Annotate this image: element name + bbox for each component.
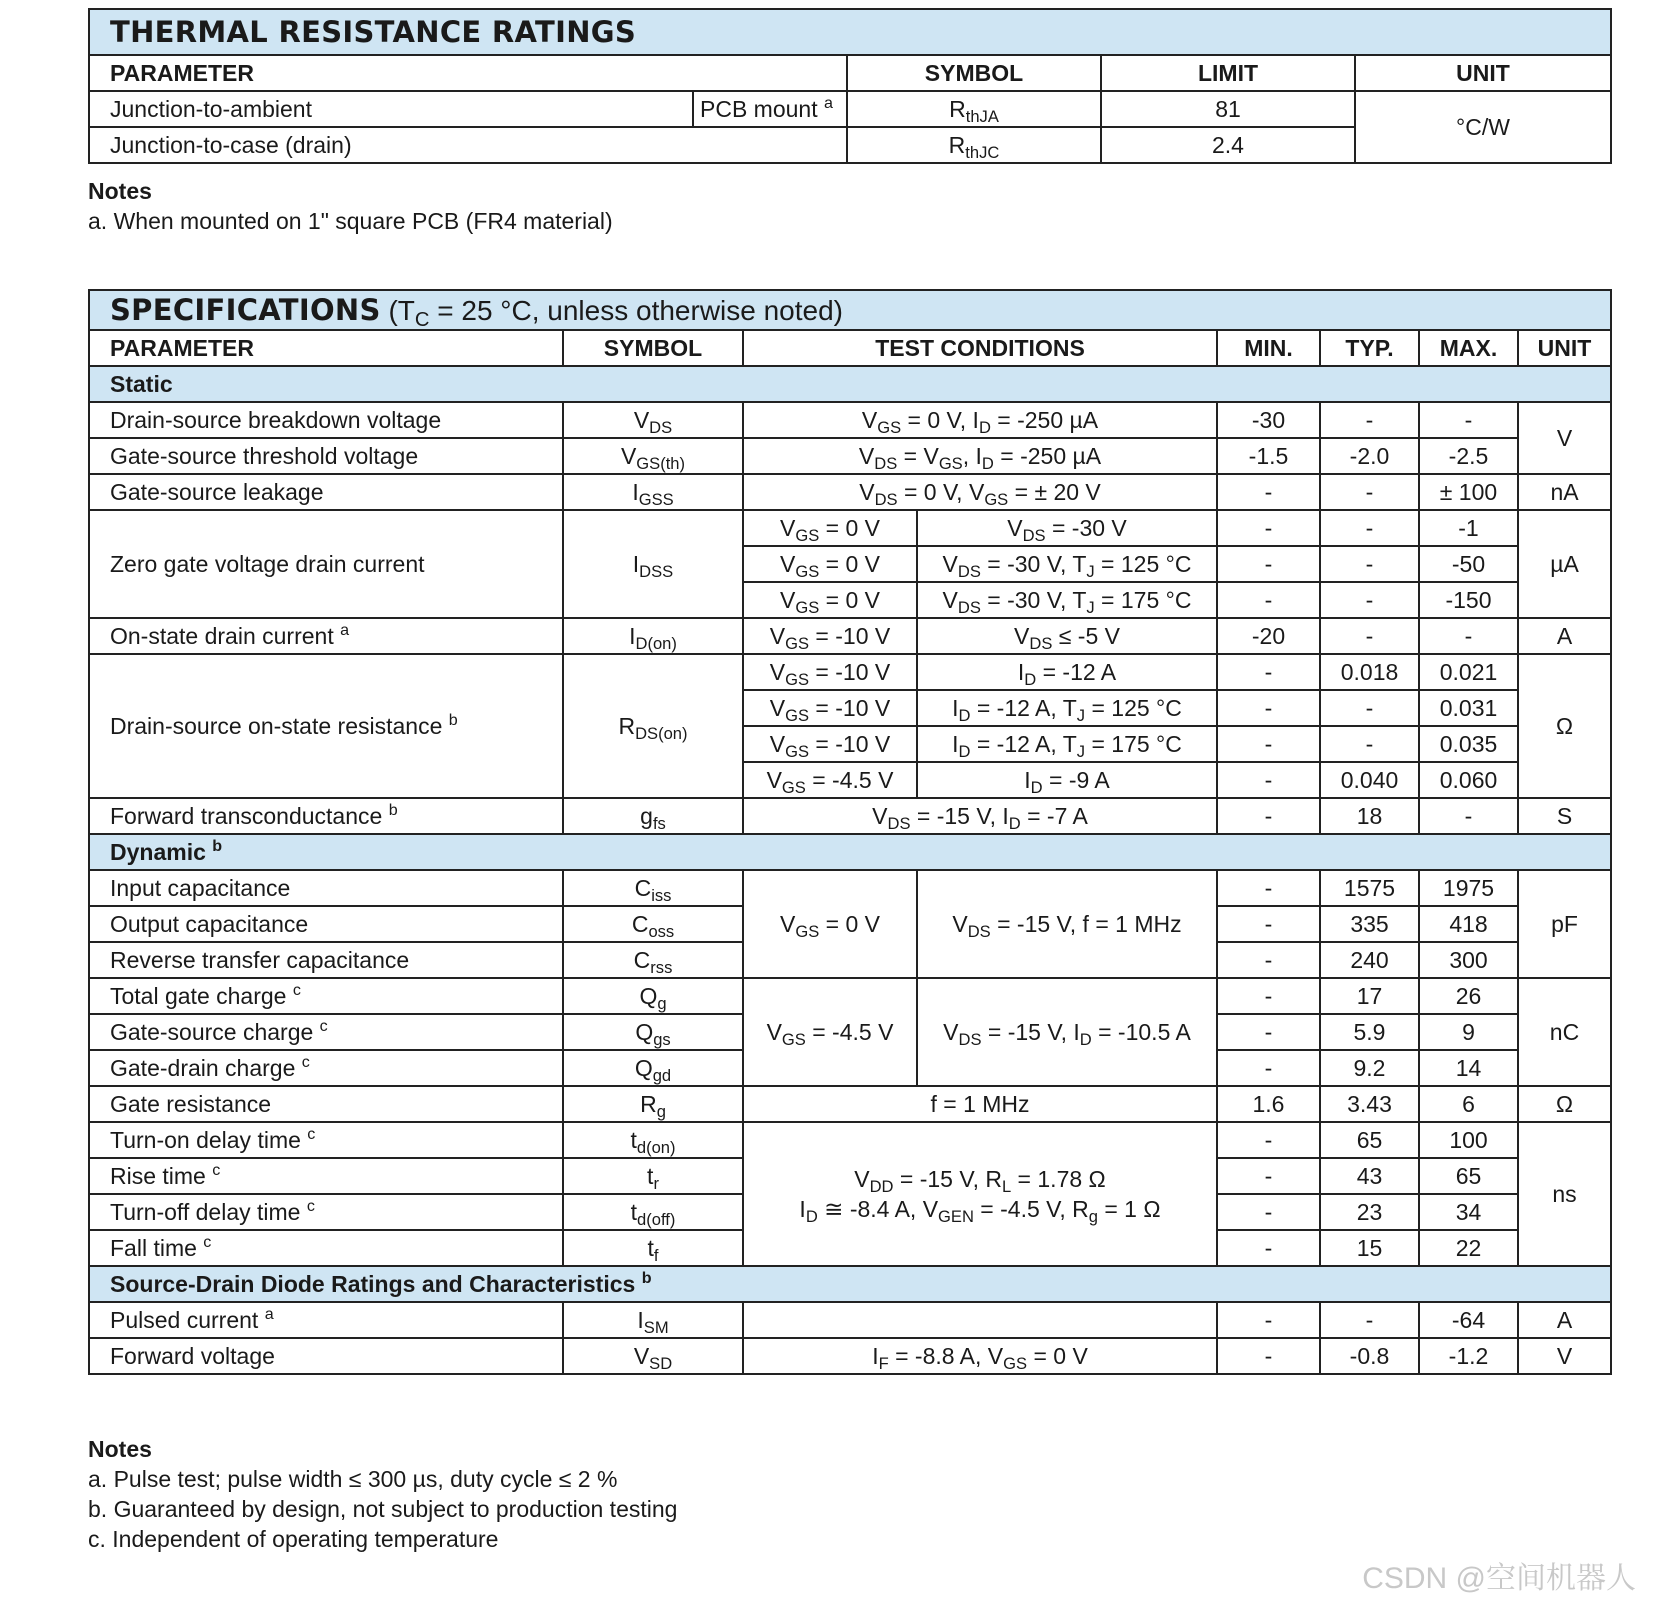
min-idss-1: - [1217,546,1320,582]
thermal-limit-case: 2.4 [1101,127,1355,163]
unit-v: V [1518,402,1611,474]
min-crss: - [1217,942,1320,978]
min-vgsth: -1.5 [1217,438,1320,474]
param-vsd: Forward voltage [89,1338,563,1374]
param-idss: Zero gate voltage drain current [89,510,563,618]
unit-q: nC [1518,978,1611,1086]
typ-rdson-1: - [1320,690,1419,726]
thermal-header-unit: UNIT [1355,55,1611,91]
param-vgsth: Gate-source threshold voltage [89,438,563,474]
max-vsd: -1.2 [1419,1338,1518,1374]
table-row [89,798,1611,834]
thermal-title: THERMAL RESISTANCE RATINGS [89,9,1611,55]
min-tdoff: - [1217,1194,1320,1230]
specs-header-parameter: PARAMETER [89,330,563,366]
min-idon: -20 [1217,618,1320,654]
cond1-rdson-3: $V_{GS} = -4.5$ V [743,762,917,798]
thermal-param-case: Junction-to-case (drain) [89,127,847,163]
symbol-qgd: $Q_{gd}$ [563,1050,743,1086]
cond2-rdson-1: $I_D = -12$ A, $T_J = 125$ °C [917,690,1217,726]
min-ism: - [1217,1302,1320,1338]
typ-idon: - [1320,618,1419,654]
cond-gfs: $V_{DS} = -15$ V, $I_D = -7$ A [743,798,1217,834]
max-vds: - [1419,402,1518,438]
specs-header-max: MAX. [1419,330,1518,366]
max-igss: ± 100 [1419,474,1518,510]
cond-switching-line1: $V_{DD} = -15$ V, $R_L = 1.78$ Ω [854,1166,1106,1196]
cond2-idon: $V_{DS} \le -5$ V [917,618,1217,654]
min-vsd: - [1217,1338,1320,1374]
symbol-igss: $I_{GSS}$ [563,474,743,510]
param-vds: Drain-source breakdown voltage [89,402,563,438]
unit-ism: A [1518,1302,1611,1338]
cond1-rdson-0: $V_{GS} = -10$ V [743,654,917,690]
table-row [89,438,1611,474]
symbol-vsd: $V_{SD}$ [563,1338,743,1374]
specs-title: SPECIFICATIONS ($T_C = 25$ °C, unless otherwise noted) [89,290,1611,330]
min-vds: -30 [1217,402,1320,438]
max-idss-0: -1 [1419,510,1518,546]
thermal-header-symbol: SYMBOL [847,55,1101,91]
symbol-vgsth: $V_{GS(th)}$ [563,438,743,474]
thermal-limit-ambient: 81 [1101,91,1355,127]
thermal-notes-heading: Notes [88,178,152,204]
symbol-tr: $t_r$ [563,1158,743,1194]
symbol-ism: $I_{SM}$ [563,1302,743,1338]
max-idss-2: -150 [1419,582,1518,618]
max-tdoff: 34 [1419,1194,1518,1230]
typ-qg: 17 [1320,978,1419,1014]
symbol-vds: $V_{DS}$ [563,402,743,438]
section-diode: Source-Drain Diode Ratings and Characteristics $^b$ [89,1266,1611,1302]
typ-tf: 15 [1320,1230,1419,1266]
typ-vds: - [1320,402,1419,438]
max-idss-1: -50 [1419,546,1518,582]
max-gfs: - [1419,798,1518,834]
table-row [89,402,1611,438]
typ-igss: - [1320,474,1419,510]
cond2-cap: $V_{DS} = -15$ V, f = 1 MHz [917,870,1217,978]
cond1-idss-1: $V_{GS} = 0$ V [743,546,917,582]
thermal-table [88,8,1612,164]
cond2-rdson-3: $I_D = -9$ A [917,762,1217,798]
spec-note-c: c. Independent of operating temperature [88,1526,499,1552]
table-row [89,1122,1611,1158]
param-coss: Output capacitance [89,906,563,942]
cond-switching-line2: $I_D$ ≅ -8.4 A, $V_{GEN} = -4.5$ V, $R_g = 1$ Ω [799,1196,1161,1226]
symbol-tf: $t_f$ [563,1230,743,1266]
cond-rg: f = 1 MHz [743,1086,1217,1122]
specs-header-test: TEST CONDITIONS [743,330,1217,366]
max-rdson-0: 0.021 [1419,654,1518,690]
cond1-cap: $V_{GS} = 0$ V [743,870,917,978]
spec-notes-heading: Notes [88,1436,152,1462]
cond2-rdson-0: $I_D = -12$ A [917,654,1217,690]
cond2-idss-2: $V_{DS} = -30$ V, $T_J = 175$ °C [917,582,1217,618]
min-rdson-3: - [1217,762,1320,798]
min-rg: 1.6 [1217,1086,1320,1122]
max-rg: 6 [1419,1086,1518,1122]
max-tr: 65 [1419,1158,1518,1194]
symbol-tdoff: $t_{d(off)}$ [563,1194,743,1230]
cond2-q: $V_{DS} = -15$ V, $I_D = -10.5$ A [917,978,1217,1086]
min-tdon: - [1217,1122,1320,1158]
param-qgd: Gate-drain charge $^c$ [89,1050,563,1086]
param-gfs: Forward transconductance $^b$ [89,798,563,834]
symbol-idss: $I_{DSS}$ [563,510,743,618]
typ-rg: 3.43 [1320,1086,1419,1122]
thermal-symbol-ambient: $R_{thJA}$ [847,91,1101,127]
cond1-idon: $V_{GS} = -10$ V [743,618,917,654]
typ-tdon: 65 [1320,1122,1419,1158]
cond2-rdson-2: $I_D = -12$ A, $T_J = 175$ °C [917,726,1217,762]
max-crss: 300 [1419,942,1518,978]
typ-rdson-0: 0.018 [1320,654,1419,690]
unit-gfs: S [1518,798,1611,834]
typ-rdson-3: 0.040 [1320,762,1419,798]
cond-igss: $V_{DS} = 0$ V, $V_{GS}$ = ± 20 V [743,474,1217,510]
unit-cap: pF [1518,870,1611,978]
typ-vgsth: -2.0 [1320,438,1419,474]
thermal-note-a: a. When mounted on 1" square PCB (FR4 material) [88,208,613,234]
min-qgd: - [1217,1050,1320,1086]
cond-vgsth: $V_{DS} = V_{GS}$, $I_D = -250$ µA [743,438,1217,474]
symbol-qgs: $Q_{gs}$ [563,1014,743,1050]
max-qg: 26 [1419,978,1518,1014]
unit-rdson: Ω [1518,654,1611,798]
param-ism: Pulsed current $^a$ [89,1302,563,1338]
table-row [89,474,1611,510]
thermal-qualifier: PCB mount $^a$ [693,91,847,127]
min-igss: - [1217,474,1320,510]
symbol-tdon: $t_{d(on)}$ [563,1122,743,1158]
param-qg: Total gate charge $^c$ [89,978,563,1014]
thermal-param-ambient: Junction-to-ambient [89,91,693,127]
typ-ism: - [1320,1302,1419,1338]
thermal-header-parameter: PARAMETER [89,55,847,91]
table-row [89,1302,1611,1338]
cond-ism [743,1302,1217,1338]
typ-rdson-2: - [1320,726,1419,762]
table-row [89,978,1611,1014]
max-ism: -64 [1419,1302,1518,1338]
cond1-rdson-2: $V_{GS} = -10$ V [743,726,917,762]
max-idon: - [1419,618,1518,654]
min-idss-0: - [1217,510,1320,546]
max-tf: 22 [1419,1230,1518,1266]
param-tf: Fall time $^c$ [89,1230,563,1266]
param-rdson: Drain-source on-state resistance $^b$ [89,654,563,798]
min-tf: - [1217,1230,1320,1266]
param-qgs: Gate-source charge $^c$ [89,1014,563,1050]
spec-notes [88,1434,677,1554]
cond-switching [743,1122,1217,1266]
typ-qgd: 9.2 [1320,1050,1419,1086]
symbol-coss: $C_{oss}$ [563,906,743,942]
watermark: CSDN @空间机器人 [1362,1562,1636,1595]
specs-header-unit: UNIT [1518,330,1611,366]
typ-idss-2: - [1320,582,1419,618]
max-ciss: 1975 [1419,870,1518,906]
param-ciss: Input capacitance [89,870,563,906]
min-rdson-1: - [1217,690,1320,726]
typ-idss-0: - [1320,510,1419,546]
min-qg: - [1217,978,1320,1014]
symbol-rg: $R_g$ [563,1086,743,1122]
symbol-crss: $C_{rss}$ [563,942,743,978]
max-coss: 418 [1419,906,1518,942]
specs-header-symbol: SYMBOL [563,330,743,366]
table-row [89,510,1611,546]
param-rg: Gate resistance [89,1086,563,1122]
typ-gfs: 18 [1320,798,1419,834]
param-crss: Reverse transfer capacitance [89,942,563,978]
table-row [89,618,1611,654]
cond1-q: $V_{GS} = -4.5$ V [743,978,917,1086]
table-row [89,870,1611,906]
symbol-idon: $I_{D(on)}$ [563,618,743,654]
min-ciss: - [1217,870,1320,906]
cond1-idss-0: $V_{GS} = 0$ V [743,510,917,546]
table-row [89,654,1611,690]
typ-tdoff: 23 [1320,1194,1419,1230]
thermal-unit: °C/W [1355,91,1611,163]
symbol-gfs: $g_{fs}$ [563,798,743,834]
max-rdson-1: 0.031 [1419,690,1518,726]
section-static: Static [89,366,1611,402]
cond2-idss-1: $V_{DS} = -30$ V, $T_J = 125$ °C [917,546,1217,582]
max-rdson-2: 0.035 [1419,726,1518,762]
min-tr: - [1217,1158,1320,1194]
max-vgsth: -2.5 [1419,438,1518,474]
thermal-header-limit: LIMIT [1101,55,1355,91]
min-idss-2: - [1217,582,1320,618]
section-dynamic: Dynamic $^b$ [89,834,1611,870]
cond1-rdson-1: $V_{GS} = -10$ V [743,690,917,726]
symbol-qg: $Q_g$ [563,978,743,1014]
unit-t: ns [1518,1122,1611,1266]
typ-vsd: -0.8 [1320,1338,1419,1374]
typ-qgs: 5.9 [1320,1014,1419,1050]
min-rdson-0: - [1217,654,1320,690]
unit-vsd: V [1518,1338,1611,1374]
param-tdon: Turn-on delay time $^c$ [89,1122,563,1158]
spec-note-b: b. Guaranteed by design, not subject to production testing [88,1496,678,1522]
thermal-notes [88,176,613,236]
param-tdoff: Turn-off delay time $^c$ [89,1194,563,1230]
cond2-idss-0: $V_{DS} = -30$ V [917,510,1217,546]
specs-header-min: MIN. [1217,330,1320,366]
specs-header-typ: TYP. [1320,330,1419,366]
unit-idss: µA [1518,510,1611,618]
max-rdson-3: 0.060 [1419,762,1518,798]
symbol-rdson: $R_{DS(on)}$ [563,654,743,798]
min-coss: - [1217,906,1320,942]
min-rdson-2: - [1217,726,1320,762]
min-qgs: - [1217,1014,1320,1050]
cond1-idss-2: $V_{GS} = 0$ V [743,582,917,618]
symbol-ciss: $C_{iss}$ [563,870,743,906]
max-qgs: 9 [1419,1014,1518,1050]
typ-ciss: 1575 [1320,870,1419,906]
spec-note-a: a. Pulse test; pulse width ≤ 300 µs, duty cycle ≤ 2 % [88,1466,618,1492]
max-tdon: 100 [1419,1122,1518,1158]
typ-tr: 43 [1320,1158,1419,1194]
cond-vds: $V_{GS} = 0$ V, $I_D = -250$ µA [743,402,1217,438]
param-tr: Rise time $^c$ [89,1158,563,1194]
max-qgd: 14 [1419,1050,1518,1086]
min-gfs: - [1217,798,1320,834]
unit-igss: nA [1518,474,1611,510]
table-row [89,1338,1611,1374]
param-idon: On-state drain current $^a$ [89,618,563,654]
typ-idss-1: - [1320,546,1419,582]
cond-vsd: $I_F = -8.8$ A, $V_{GS} = 0$ V [743,1338,1217,1374]
unit-idon: A [1518,618,1611,654]
typ-coss: 335 [1320,906,1419,942]
specs-table [88,289,1612,1375]
thermal-symbol-case: $R_{thJC}$ [847,127,1101,163]
table-row [89,1086,1611,1122]
param-igss: Gate-source leakage [89,474,563,510]
typ-crss: 240 [1320,942,1419,978]
unit-rg: Ω [1518,1086,1611,1122]
